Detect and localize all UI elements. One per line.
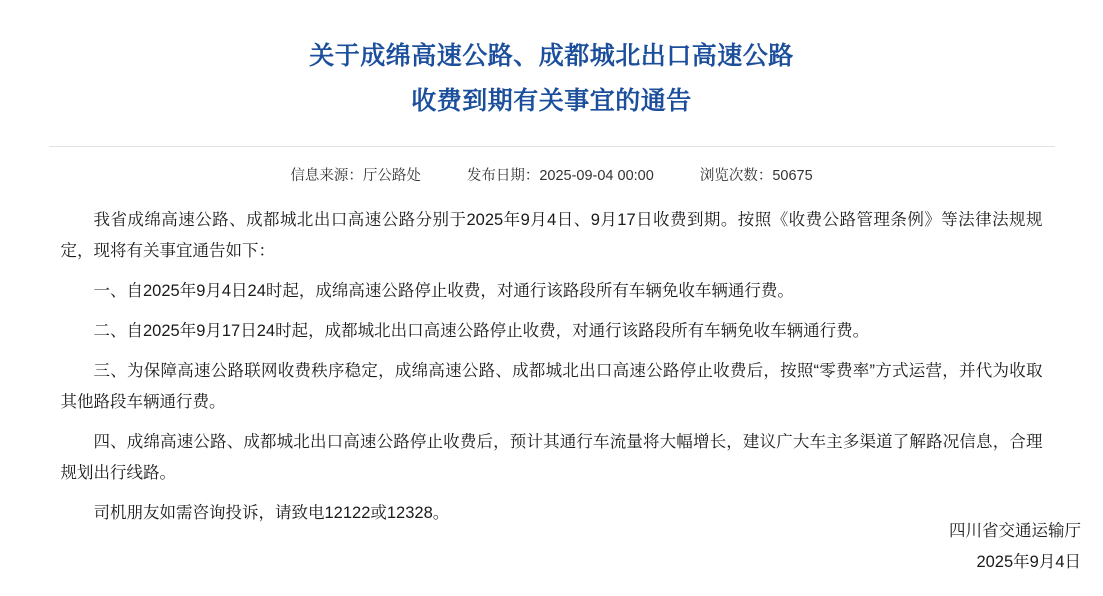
meta-source-value: 厅公路处 xyxy=(362,168,421,184)
meta-date-label: 发布日期： xyxy=(466,168,540,184)
body-paragraph: 四、成绵高速公路、成都城北出口高速公路停止收费后，预计其通行车流量将大幅增长，建议广大车主多渠道了解路况信息，合理规划出行线路。 xyxy=(60,433,1043,482)
title-line-1: 关于成绵高速公路、成都城北出口高速公路 xyxy=(309,42,794,70)
meta-source xyxy=(290,164,421,185)
meta-source-label: 信息来源： xyxy=(290,168,363,184)
meta-view-count xyxy=(700,164,813,185)
document-meta xyxy=(0,164,1103,185)
body-paragraph: 司机朋友如需咨询投诉，请致电12122或12328。 xyxy=(93,504,450,522)
document-body xyxy=(61,205,1043,529)
meta-publish-date xyxy=(467,164,654,185)
body-paragraph: 一、自2025年9月4日24时起，成绵高速公路停止收费，对通行该路段所有车辆免收车辆通行费。 xyxy=(93,282,794,300)
body-paragraph: 三、为保障高速公路联网收费秩序稳定，成绵高速公路、成都城北出口高速公路停止收费后，按照“零费率”方式运营，并代为收取其他路段车辆通行费。 xyxy=(60,362,1043,411)
signature-issuer: 四川省交通运输厅 xyxy=(949,522,1081,540)
meta-views-label: 浏览次数： xyxy=(699,168,773,184)
meta-date-value: 2025-09-04 00:00 xyxy=(539,168,654,184)
title-line-2: 收费到期有关事宜的通告 xyxy=(411,87,692,115)
body-paragraph: 二、自2025年9月17日24时起，成都城北出口高速公路停止收费，对通行该路段所有车辆免收车辆通行费。 xyxy=(93,322,870,340)
signature-date: 2025年9月4日 xyxy=(976,553,1081,571)
meta-views-value: 50675 xyxy=(772,168,813,184)
document-title xyxy=(0,0,1103,124)
body-paragraph: 我省成绵高速公路、成都城北出口高速公路分别于2025年9月4日、9月17日收费到期。按照《收费公路管理条例》等法律法规规定，现将有关事宜通告如下： xyxy=(60,211,1043,260)
document-signature xyxy=(949,516,1081,578)
header-divider xyxy=(49,146,1055,147)
